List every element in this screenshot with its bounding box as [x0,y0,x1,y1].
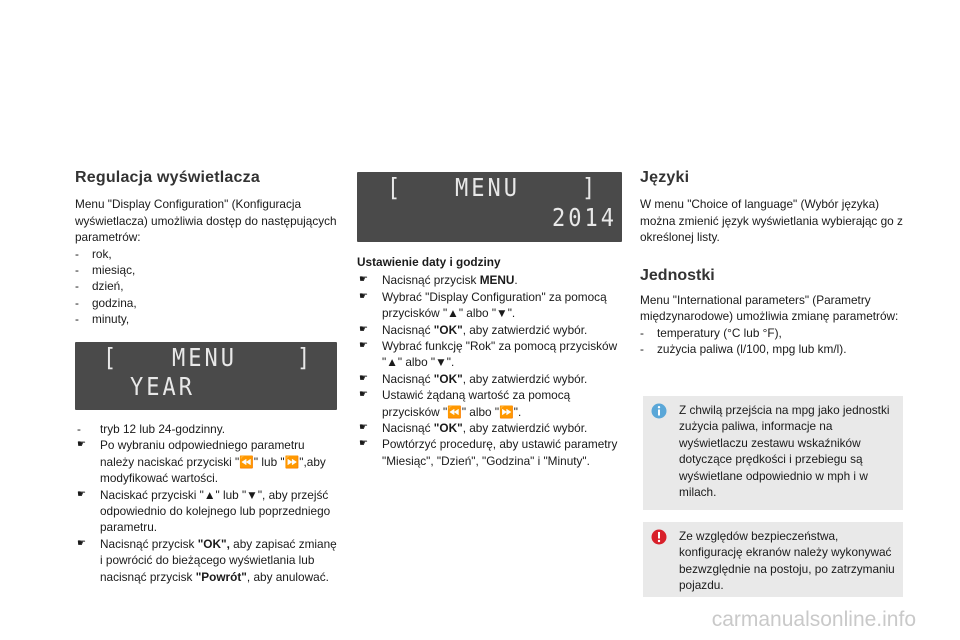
step-item: ☛ Nacisnąć "OK", aby zatwierdzić wybór. [359,322,588,337]
parameter-list [75,246,337,328]
pointing-hand-icon: ☛ [359,372,368,384]
languages-text: W menu "Choice of language" (Wybór języka) można zmienić język wyświetlania wybierając go z określonej listy. [640,197,903,245]
step-item: ☛ Nacisnąć przycisk MENU. [359,273,518,288]
list-item: - minuty, [75,311,337,327]
list-item: - miesiąc, [75,262,337,278]
pointing-hand-icon: ☛ [77,488,86,500]
instructions-list-1 [75,421,337,585]
lcd-bracket-right: ] [582,174,596,203]
list-item: - dzień, [75,278,337,294]
step-item: ☛ Ustawić żądaną wartość za pomocą przycisków "⏪" albo "⏩". [359,388,571,419]
step-item: ☛ Nacisnąć "OK", aby zatwierdzić wybór. [359,421,588,436]
list-item: - zużycia paliwa (l/100, mpg lub km/l). [640,341,904,357]
info-icon [651,403,667,419]
list-item: - temperatury (°C lub °F), [640,325,904,341]
lcd-menu-label: MENU [172,344,237,373]
pointing-hand-icon: ☛ [359,290,368,302]
lcd-bracket-right: ] [297,344,311,373]
list-item: - tryb 12 lub 24-godzinny. [77,422,226,436]
pointing-hand-icon: ☛ [77,439,86,451]
step-item: ☛ Powtórzyć procedurę, aby ustawić parametry "Miesiąc", "Dzień", "Godzina" i "Minuty". [359,437,618,468]
section-title: Regulacja wyświetlacza [75,169,260,186]
warning-note-text: Ze względów bezpieczeństwa, konfigurację ekranów należy wykonywać bezwzględnie na postoju, po zatrzymaniu pojazdu. [679,529,895,593]
watermark: carmanualsonline.info [711,608,916,631]
date-time-instructions [357,254,622,469]
pointing-hand-icon: ☛ [77,537,86,549]
intro-text: Menu "Display Configuration" (Konfiguracja wyświetlacza) umożliwia dostęp do następujących parametrów: [75,197,337,245]
step-item: ☛ Wybrać funkcję "Rok" za pomocą przycisków "▲" albo "▼". [359,339,618,370]
lcd-value: YEAR [130,373,195,402]
pointing-hand-icon: ☛ [359,323,368,335]
section-title-units: Jednostki [640,266,715,284]
warning-icon [651,529,667,545]
lcd-bracket-left: [ [387,174,401,203]
subsection-title: Ustawienie daty i godziny [357,255,501,269]
lcd-display-date [357,172,622,242]
warning-note [643,522,903,597]
pointing-hand-icon: ☛ [359,389,368,401]
display-settings-section [75,170,337,328]
lcd-bracket-left: [ [103,344,117,373]
lcd-display-year [75,342,337,410]
pointing-hand-icon: ☛ [359,274,368,286]
languages-units-section [640,170,904,358]
info-note [643,396,903,510]
list-item: ☛ Nacisnąć przycisk "OK", aby zapisać zmianę i powrócić do bieżącego wyświetlania lub nacisnąć przycisk "Powrót", aby anulować. [77,536,337,584]
list-item: - rok, [75,246,337,262]
lcd-value: 2014 [552,204,617,233]
list-item: ☛ Naciskać przyciski "▲" lub "▼", aby przejść odpowiednio do kolejnego lub poprzedniego parametru. [77,487,331,535]
list-item: ☛ Po wybraniu odpowiedniego parametru należy naciskać przyciski "⏪" lub "⏩",aby modyfikować wartości. [77,438,326,486]
list-item: - godzina, [75,295,337,311]
units-text: Menu "International parameters" (Parametry międzynarodowe) umożliwia zmianę parametrów: [640,293,899,324]
step-item: ☛ Wybrać "Display Configuration" za pomocą przycisków "▲" albo "▼". [359,289,607,321]
section-title-languages: Języki [640,169,690,186]
pointing-hand-icon: ☛ [359,340,368,352]
pointing-hand-icon: ☛ [359,422,368,434]
units-list [640,325,904,358]
step-item: ☛ Nacisnąć "OK", aby zatwierdzić wybór. [359,371,588,386]
info-note-text: Z chwilą przejścia na mpg jako jednostki zużycia paliwa, informacje na wyświetlaczu zestawu wskaźników dotyczące prędkości i przebiegu są wyświetlane odpowiednio w mph i w milach. [679,403,890,500]
lcd-menu-label: MENU [455,174,520,203]
pointing-hand-icon: ☛ [359,438,368,450]
